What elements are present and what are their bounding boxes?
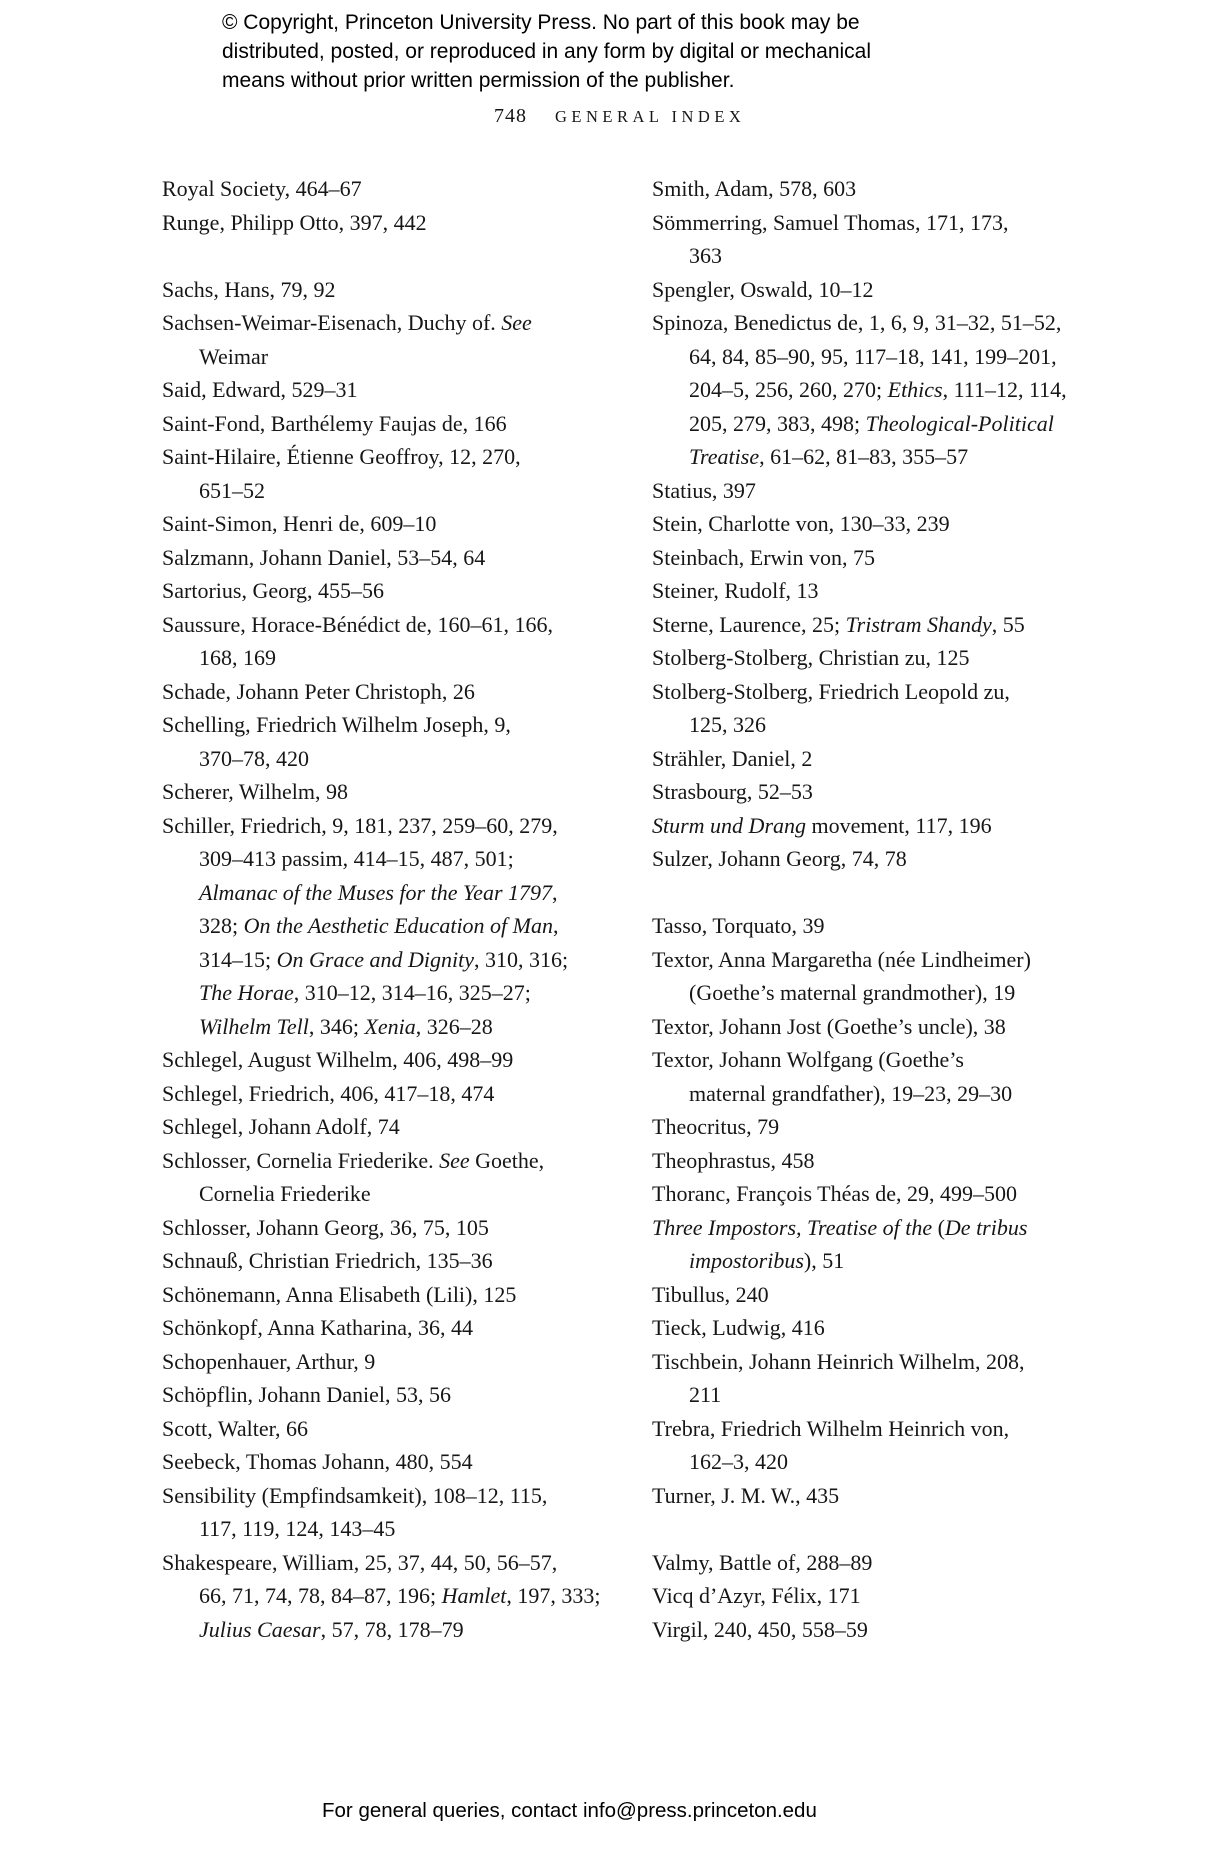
index-entry	[162, 273, 587, 307]
index-entry-text: 309–413 passim, 414–15, 487, 501;	[199, 846, 514, 871]
page-number: 748	[494, 105, 527, 127]
index-entry-text: Scott, Walter, 66	[162, 1415, 309, 1441]
index-entry-text: Schade, Johann Peter Christoph, 26	[162, 678, 475, 704]
copyright-line: © Copyright, Princeton University Press. No part of this book may be	[222, 11, 860, 34]
index-entry-text: Theophrastus, 458	[652, 1147, 815, 1173]
index-entry	[652, 809, 1107, 843]
index-entry-text: Stein, Charlotte von, 130–33, 239	[652, 511, 950, 536]
index-entry	[162, 1479, 587, 1546]
index-entry-italic-text: Tristram Shandy	[845, 611, 992, 637]
index-entry	[162, 1445, 587, 1479]
index-entry-text: Vicq d’Azyr, Félix, 171	[652, 1583, 861, 1608]
index-entry-italic-text: See	[501, 310, 532, 335]
index-entry-text: Textor, Anna Margaretha (née Lindheimer)	[652, 946, 1031, 972]
index-entry	[652, 1278, 1107, 1312]
index-entry-text: Tibullus, 240	[652, 1281, 769, 1307]
index-entry-text: Schnauß, Christian Friedrich, 135–36	[162, 1248, 493, 1273]
index-entry-text: Tischbein, Johann Heinrich Wilhelm, 208,	[652, 1348, 1025, 1374]
index-entry	[652, 675, 1107, 742]
index-entry-text: , 111–12, 114,	[942, 377, 1067, 402]
index-entry	[162, 775, 587, 809]
index-entry-text: Spinoza, Benedictus de, 1, 6, 9, 31–32, 51–52,	[652, 310, 1062, 335]
index-entry	[162, 1345, 587, 1379]
index-entry-text: Schönemann, Anna Elisabeth (Lili), 125	[162, 1281, 517, 1307]
index-entry-italic-text: Ethics	[887, 377, 943, 402]
index-entry	[162, 1110, 587, 1144]
index-entry-text: Schönkopf, Anna Katharina, 36, 44	[162, 1315, 473, 1340]
index-entry	[652, 1345, 1107, 1412]
index-entry-text: Stolberg-Stolberg, Christian zu, 125	[652, 645, 970, 670]
index-entry	[162, 1546, 601, 1647]
index-entry	[162, 809, 587, 1044]
index-entry-text: ,	[552, 879, 558, 905]
index-entry-text: Saint-Hilaire, Étienne Geoffroy, 12, 270,	[162, 444, 521, 469]
index-entry-italic-text: See	[439, 1147, 470, 1173]
index-entry	[652, 1412, 1107, 1479]
index-entry-text: Schlegel, August Wilhelm, 406, 498–99	[162, 1047, 514, 1072]
index-entry	[652, 1579, 1107, 1613]
index-entry-text: 363	[689, 243, 722, 268]
index-entry-italic-text: Three Impostors, Treatise of the	[652, 1214, 933, 1240]
index-entry-text: Statius, 397	[652, 477, 756, 503]
index-entry-text: ,	[553, 913, 559, 938]
index-entry-text: Smith, Adam, 578, 603	[652, 176, 857, 201]
index-entry-text: Virgil, 240, 450, 558–59	[652, 1616, 868, 1642]
index-entry	[162, 373, 587, 407]
copyright-notice	[222, 8, 871, 95]
index-entry-text: Spengler, Oswald, 10–12	[652, 276, 874, 302]
index-entry-text: Sachs, Hans, 79, 92	[162, 276, 336, 302]
index-entry-italic-text: Julius Caesar	[199, 1616, 321, 1642]
index-entry	[652, 1177, 1107, 1211]
index-entry-text: Schlegel, Friedrich, 406, 417–18, 474	[162, 1080, 495, 1106]
index-entry-text: Sterne, Laurence, 25;	[652, 611, 846, 637]
index-entry	[652, 1613, 1107, 1647]
index-entry-text: 370–78, 420	[199, 745, 309, 771]
index-entry-text: Salzmann, Johann Daniel, 53–54, 64	[162, 544, 486, 570]
index-entry-italic-text: Treatise	[689, 444, 760, 469]
index-entry-text: Saint-Fond, Barthélemy Faujas de, 166	[162, 410, 507, 436]
index-entry-text: Trebra, Friedrich Wilhelm Heinrich von,	[652, 1415, 1010, 1441]
index-entry-text: Valmy, Battle of, 288–89	[652, 1549, 873, 1575]
index-entry-text: , 61–62, 81–83, 355–57	[759, 444, 969, 469]
index-entry	[652, 306, 1107, 474]
copyright-line: distributed, posted, or reproduced in any form by digital or mechanical	[222, 40, 872, 63]
index-entry-text: 211	[689, 1382, 722, 1407]
index-entry-text: Cornelia Friederike	[199, 1181, 371, 1206]
index-entry	[162, 1043, 587, 1077]
index-entry-text: Schelling, Friedrich Wilhelm Joseph, 9,	[162, 712, 511, 737]
index-entry-text: Strähler, Daniel, 2	[652, 745, 813, 771]
index-entry-italic-text: Hamlet	[441, 1583, 507, 1608]
index-entry-text: , 310, 316;	[473, 946, 569, 972]
index-entry	[162, 1144, 587, 1211]
index-entry	[162, 306, 587, 373]
index-entry-italic-text: Wilhelm Tell	[199, 1013, 309, 1039]
running-head	[494, 105, 745, 128]
index-entry-text: Schopenhauer, Arthur, 9	[162, 1348, 376, 1374]
section-title: GENERAL INDEX	[555, 107, 746, 126]
index-column-left	[162, 172, 601, 1646]
index-entry	[162, 1278, 587, 1312]
index-entry	[652, 775, 1107, 809]
index-entry-text: Steinbach, Erwin von, 75	[652, 544, 876, 570]
index-entry	[162, 1378, 587, 1412]
index-entry	[652, 943, 1107, 1010]
index-entry-text: Steiner, Rudolf, 13	[652, 578, 819, 603]
index-entry-text: , 197, 333;	[506, 1583, 601, 1608]
index-entry	[652, 641, 1107, 675]
index-entry-text: Schiller, Friedrich, 9, 181, 237, 259–60, 279,	[162, 812, 558, 838]
index-entry-text: Weimar	[199, 343, 269, 369]
index-entry	[162, 1311, 587, 1345]
index-entry-italic-text: On the Aesthetic Education of Man	[243, 913, 553, 938]
index-entry	[652, 608, 1107, 642]
index-entry	[652, 574, 1107, 608]
index-entry-text: Scherer, Wilhelm, 98	[162, 779, 349, 804]
index-entry-text: 204–5, 256, 260, 270;	[689, 377, 888, 402]
index-entry-text: Theocritus, 79	[652, 1114, 780, 1139]
index-entry-text: ), 51	[803, 1248, 845, 1273]
index-entry-text: Sulzer, Johann Georg, 74, 78	[652, 846, 907, 871]
index-entry	[652, 842, 1107, 876]
index-entry	[162, 172, 587, 206]
index-entry-italic-text: impostoribus	[689, 1248, 804, 1273]
index-entry	[652, 1211, 1107, 1278]
index-entry-text: 162–3, 420	[689, 1449, 788, 1474]
index-entry	[652, 909, 1107, 943]
index-entry	[652, 1110, 1107, 1144]
index-entry-text: movement, 117, 196	[806, 812, 992, 838]
index-entry-italic-text: The Horae	[199, 980, 294, 1005]
index-entry-italic-text: Sturm und Drang	[652, 812, 807, 838]
index-entry-text: 168, 169	[199, 645, 276, 670]
index-entry	[652, 541, 1107, 575]
index-entry-text: Goethe,	[469, 1147, 545, 1173]
index-entry	[162, 507, 587, 541]
index-entry	[162, 1211, 587, 1245]
index-entry	[652, 273, 1107, 307]
index-entry-text: Turner, J. M. W., 435	[652, 1482, 840, 1508]
index-entry	[162, 1244, 587, 1278]
index-entry-text: Shakespeare, William, 25, 37, 44, 50, 56–57,	[162, 1549, 558, 1575]
index-entry-italic-text: On Grace and Dignity	[276, 946, 474, 972]
index-entry-text: Sartorius, Georg, 455–56	[162, 578, 385, 603]
index-entry-text: maternal grandfather), 19–23, 29–30	[689, 1080, 1013, 1106]
index-entry	[652, 206, 1107, 273]
index-entry	[162, 574, 587, 608]
index-entry	[652, 742, 1107, 776]
index-entry-italic-text: Almanac of the Muses for the Year 1797	[199, 879, 552, 905]
index-entry-text: Schöpflin, Johann Daniel, 53, 56	[162, 1382, 452, 1407]
index-entry-text: Saussure, Horace-Bénédict de, 160–61, 166,	[162, 611, 554, 637]
index-entry-text: Said, Edward, 529–31	[162, 377, 358, 402]
index-entry-text: Tasso, Torquato, 39	[652, 913, 825, 938]
index-entry-text: , 57, 78, 178–79	[320, 1616, 464, 1642]
index-entry-text: 328;	[199, 913, 244, 938]
index-entry	[652, 1144, 1107, 1178]
index-entry-text: Thoranc, François Théas de, 29, 499–500	[652, 1181, 1017, 1206]
index-entry	[162, 608, 587, 675]
index-entry	[162, 1412, 587, 1446]
index-entry-text: , 310–12, 314–16, 325–27;	[293, 980, 531, 1005]
index-entry	[652, 1479, 1107, 1513]
index-entry	[652, 1010, 1107, 1044]
index-entry-text: , 326–28	[415, 1013, 493, 1039]
index-entry-text: , 346;	[308, 1013, 365, 1039]
index-entry	[652, 1546, 1107, 1580]
index-entry-text: Sensibility (Empfindsamkeit), 108–12, 115,	[162, 1482, 548, 1508]
index-entry	[162, 206, 587, 240]
index-entry	[652, 507, 1107, 541]
index-entry-text: Sachsen-Weimar-Eisenach, Duchy of.	[162, 310, 502, 335]
index-column-right	[652, 172, 1107, 1646]
index-entry-text: Textor, Johann Jost (Goethe’s uncle), 38	[652, 1013, 1006, 1039]
index-entry-text: 125, 326	[689, 712, 766, 737]
index-entry	[162, 708, 587, 775]
index-entry	[162, 675, 587, 709]
index-entry-text: (	[932, 1214, 945, 1240]
index-entry-text: 64, 84, 85–90, 95, 117–18, 141, 199–201,	[689, 343, 1057, 369]
index-entry-text: 205, 279, 383, 498;	[689, 410, 866, 436]
index-entry-text: , 55	[991, 611, 1025, 637]
index-entry-text: 66, 71, 74, 78, 84–87, 196;	[199, 1583, 442, 1608]
index-entry-text: (Goethe’s maternal grandmother), 19	[689, 980, 1016, 1005]
index-entry-text: Tieck, Ludwig, 416	[652, 1315, 825, 1340]
index-entry-text: Schlosser, Cornelia Friederike.	[162, 1147, 440, 1173]
index-entry	[162, 1077, 587, 1111]
index-entry-italic-text: Theological-Political	[865, 410, 1054, 436]
index-entry-italic-text: Xenia	[364, 1013, 416, 1039]
index-entry-text: Strasbourg, 52–53	[652, 779, 813, 804]
index-entry-text: Schlegel, Johann Adolf, 74	[162, 1114, 400, 1139]
index-entry-text: Saint-Simon, Henri de, 609–10	[162, 511, 437, 536]
index-entry-text: Runge, Philipp Otto, 397, 442	[162, 209, 427, 235]
index-entry-text: Schlosser, Johann Georg, 36, 75, 105	[162, 1214, 489, 1240]
index-entry-italic-text: De tribus	[944, 1214, 1028, 1240]
index-entry	[652, 1311, 1107, 1345]
index-entry-text: Seebeck, Thomas Johann, 480, 554	[162, 1449, 473, 1474]
index-entry-text: 117, 119, 124, 143–45	[199, 1516, 396, 1541]
index-entry	[652, 1043, 1107, 1110]
index-entry-text: 314–15;	[199, 946, 277, 972]
index-entry-text: 651–52	[199, 477, 265, 503]
index-entry	[162, 541, 587, 575]
index-entry-text: Textor, Johann Wolfgang (Goethe’s	[652, 1047, 964, 1072]
index-entry	[162, 407, 587, 441]
copyright-line: means without prior written permission of the publisher.	[222, 69, 735, 92]
index-entry-text: Stolberg-Stolberg, Friedrich Leopold zu,	[652, 678, 1010, 704]
index-entry	[162, 440, 587, 507]
index-entry-text: Sömmerring, Samuel Thomas, 171, 173,	[652, 209, 1009, 235]
index-entry	[652, 474, 1107, 508]
index-entry	[652, 172, 1107, 206]
index-entry-text: Royal Society, 464–67	[162, 176, 362, 201]
footer-contact: For general queries, contact info@press.princeton.edu	[322, 1799, 817, 1822]
